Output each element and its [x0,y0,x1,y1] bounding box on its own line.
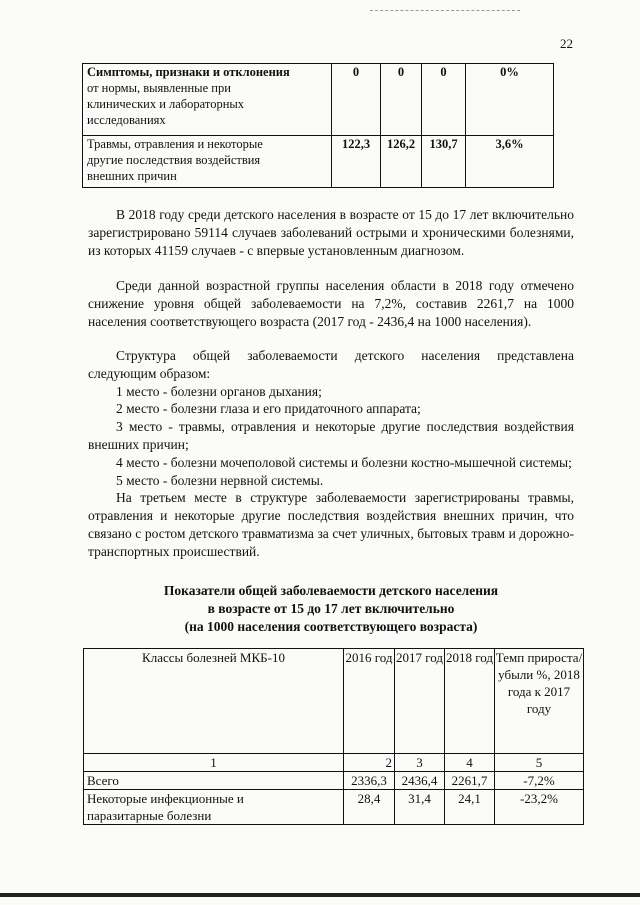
list-item: 3 место - травмы, отравления и некоторые другие последствия воздействия внешних причин; [88,419,574,452]
table-row [84,772,584,790]
row-label [83,64,332,136]
value-2017: 0 [381,64,422,136]
disease-class-line: Некоторые инфекционные и [87,791,244,806]
table-title [88,582,574,636]
row-label-line: Симптомы, признаки и отклонения [87,65,290,79]
table-row [84,790,584,825]
row-label-line: клинических и лабораторных [87,97,245,111]
paragraph: Среди данной возрастной группы населения области в 2018 году отмечено снижение уровня общей заболеваемости на 7,2%, составив 2261,7 на 1000 населения соответствующего возраста (2017 год - 2436,4 на 1000 населения). [88,278,574,329]
value-2017: 2436,4 [395,772,445,790]
disease-class [84,790,344,825]
row-label [83,136,332,188]
list-item: 4 место - болезни мочеполовой системы и болезни костно-мышечной системы; [116,454,572,470]
page-number: 22 [560,36,573,51]
value-2016: 2336,3 [344,772,395,790]
scan-artifact-line [370,10,520,11]
value-2016: 28,4 [344,790,395,825]
row-label-line: Травмы, отравления и некоторые [87,137,263,151]
list-item: 2 место - болезни глаза и его придаточного аппарата; [116,401,421,417]
growth-rate: 0% [466,64,554,136]
body-text [88,277,574,330]
body-text [88,206,574,259]
disease-class-line: паразитарные болезни [87,808,212,823]
value-2017: 31,4 [395,790,445,825]
table-row [83,136,554,188]
morbidity-indicators-table [83,648,584,825]
header-2018: 2018 год [445,649,495,754]
column-number: 5 [495,754,584,772]
list-item: 1 место - болезни органов дыхания; [116,383,322,399]
paragraph: Структура общей заболеваемости детского населения представлена следующим образом: [88,348,574,381]
column-number: 4 [445,754,495,772]
table-row [83,64,554,136]
row-label-line: другие последствия воздействия [87,153,261,167]
value-2018: 130,7 [422,136,466,188]
growth-rate: -23,2% [495,790,584,825]
growth-rate: -7,2% [495,772,584,790]
column-number-row [84,754,584,772]
value-2018: 2261,7 [445,772,495,790]
header-rate: Темп прироста/ убыли %, 2018 года к 2017 году [495,649,584,754]
paragraph: На третьем месте в структуре заболеваемости зарегистрированы травмы, отравления и некоторые другие последствия воздействия внешних причин, что связано с ростом детского травматизма за счет уличных, бытовых травм и дорожно-транспортных происшествий. [88,490,574,559]
value-2016: 122,3 [332,136,381,188]
title-line: Показатели общей заболеваемости детского населения [163,583,499,598]
column-number: 3 [395,754,445,772]
scan-edge-bar [0,893,640,897]
value-2018: 0 [422,64,466,136]
value-2018: 24,1 [445,790,495,825]
growth-rate: 3,6% [466,136,554,188]
header-2016: 2016 год [344,649,395,754]
value-2016: 0 [332,64,381,136]
column-number: 2 [344,754,395,772]
body-text [88,347,574,561]
title-line: в возрасте от 15 до 17 лет включительно [207,601,455,616]
title-line: (на 1000 населения соответствующего возраста) [184,619,478,634]
paragraph: В 2018 году среди детского населения в возрасте от 15 до 17 лет включительно зарегистрировано 59114 случаев заболеваний острыми и хроническими болезнями, из которых 41159 случаев - с впервые установленным диагнозом. [88,207,574,258]
column-number: 1 [84,754,344,772]
row-label-line: внешних причин [87,169,177,183]
value-2017: 126,2 [381,136,422,188]
disease-class: Всего [84,772,344,790]
diseases-table-continued [82,63,554,188]
list-item: 5 место - болезни нервной системы. [116,472,324,488]
header-row [84,649,584,754]
row-label-line: исследованиях [87,113,166,127]
header-2017: 2017 год [395,649,445,754]
header-classes: Классы болезней МКБ-10 [84,649,344,754]
row-label-line: от нормы, выявленные при [87,81,231,95]
